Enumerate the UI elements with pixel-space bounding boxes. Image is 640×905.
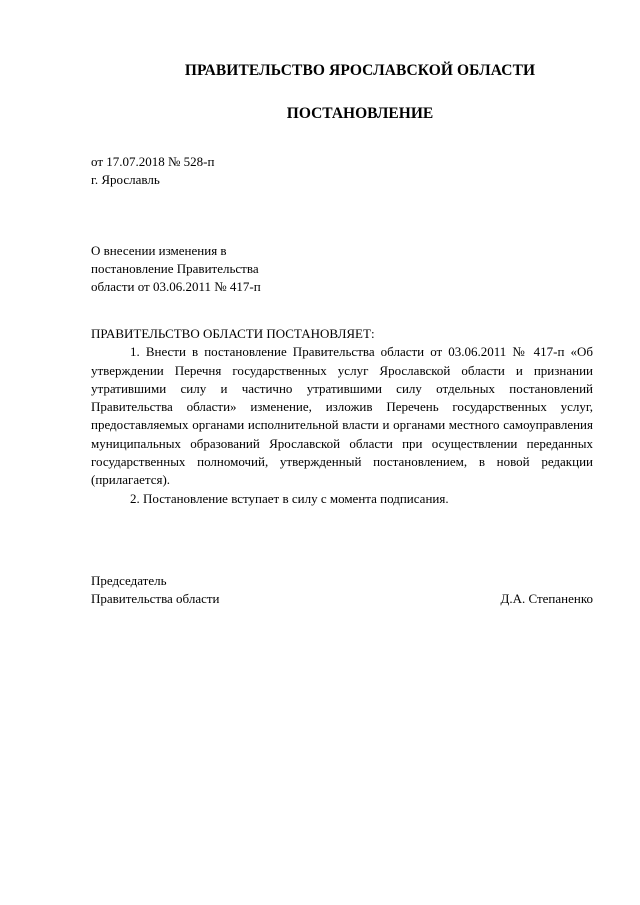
- date-number: от 17.07.2018 № 528-п: [91, 154, 215, 169]
- body-item-1: 1. Внести в постановление Правительства области от 03.06.2011 № 417-п «Об утверждении Перечня государственных услуг Ярославской области и признании утратившими силу и частично утратившими силу отдельных постановлений Правительства области» изменение, изложив Перечень государственных услуг, предоставляемых органами исполнительной власти и органами местного самоуправления муниципальных образований Ярославской области при осуществлении переданных государственных полномочий, утвержденный постановлением, в новой редакции (прилагается).: [91, 344, 593, 488]
- resolves-heading: ПРАВИТЕЛЬСТВО ОБЛАСТИ ПОСТАНОВЛЯЕТ:: [91, 326, 375, 341]
- signer-position-line-1: Председатель: [91, 573, 167, 588]
- subject-line-3: области от 03.06.2011 № 417-п: [91, 279, 261, 294]
- signer-position-line-2: Правительства области: [91, 591, 220, 606]
- signer-name: Д.А. Степаненко: [500, 591, 593, 606]
- city: г. Ярославль: [91, 172, 160, 187]
- document-meta: [91, 153, 214, 189]
- body-item-2: 2. Постановление вступает в силу с момента подписания.: [130, 490, 449, 506]
- subject-line-2: постановление Правительства: [91, 261, 259, 276]
- organization-title: ПРАВИТЕЛЬСТВО ЯРОСЛАВСКОЙ ОБЛАСТИ: [184, 62, 536, 79]
- signature-block: [91, 572, 593, 608]
- subject-line-1: О внесении изменения в: [91, 243, 227, 258]
- document-subject: [91, 242, 261, 296]
- document-body: [91, 325, 593, 508]
- document-type-heading: ПОСТАНОВЛЕНИЕ: [286, 105, 434, 122]
- signature-row: [91, 590, 593, 608]
